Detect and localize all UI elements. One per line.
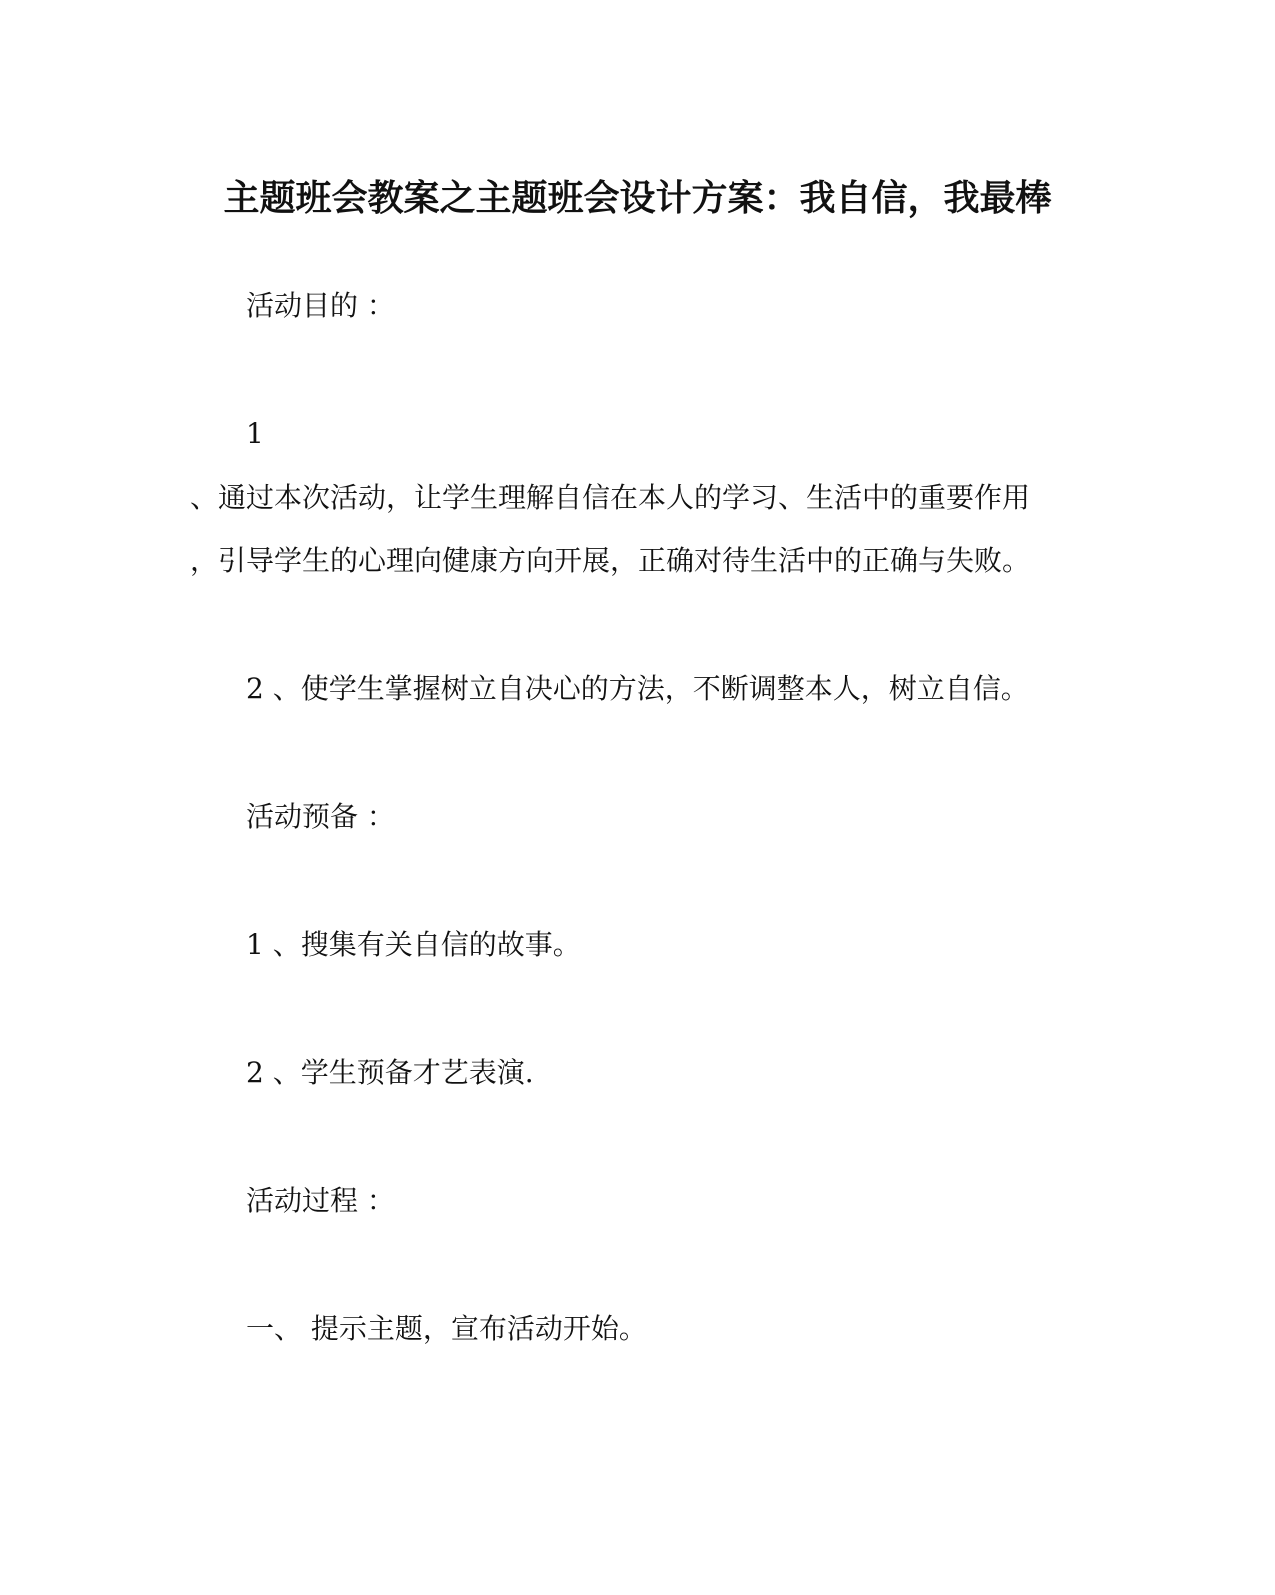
purpose-item1-number: 1 xyxy=(246,417,264,450)
prep-item1: 1 、搜集有关自信的故事。 xyxy=(246,928,581,961)
purpose-item1-line2: ，引导学生的心理向健康方向开展，正确对待生活中的正确与失败。 xyxy=(190,544,1031,577)
purpose-heading: 活动目的 ： xyxy=(246,289,395,322)
process-heading: 活动过程 ： xyxy=(246,1184,395,1217)
page-title: 主题班会教案之主题班会设计方案：我自信，我最棒 xyxy=(223,177,1052,219)
prep-item2: 2 、学生预备才艺表演. xyxy=(246,1056,534,1089)
prep-heading: 活动预备 ： xyxy=(246,800,395,833)
purpose-item2: 2 、使学生掌握树立自决心的方法，不断调整本人，树立自信。 xyxy=(246,672,1029,705)
purpose-item1-line1: 、通过本次活动，让学生理解自信在本人的学习、生活中的重要作用 xyxy=(190,481,1031,514)
process-item1: 一、 提示主题，宣布活动开始。 xyxy=(246,1312,647,1345)
